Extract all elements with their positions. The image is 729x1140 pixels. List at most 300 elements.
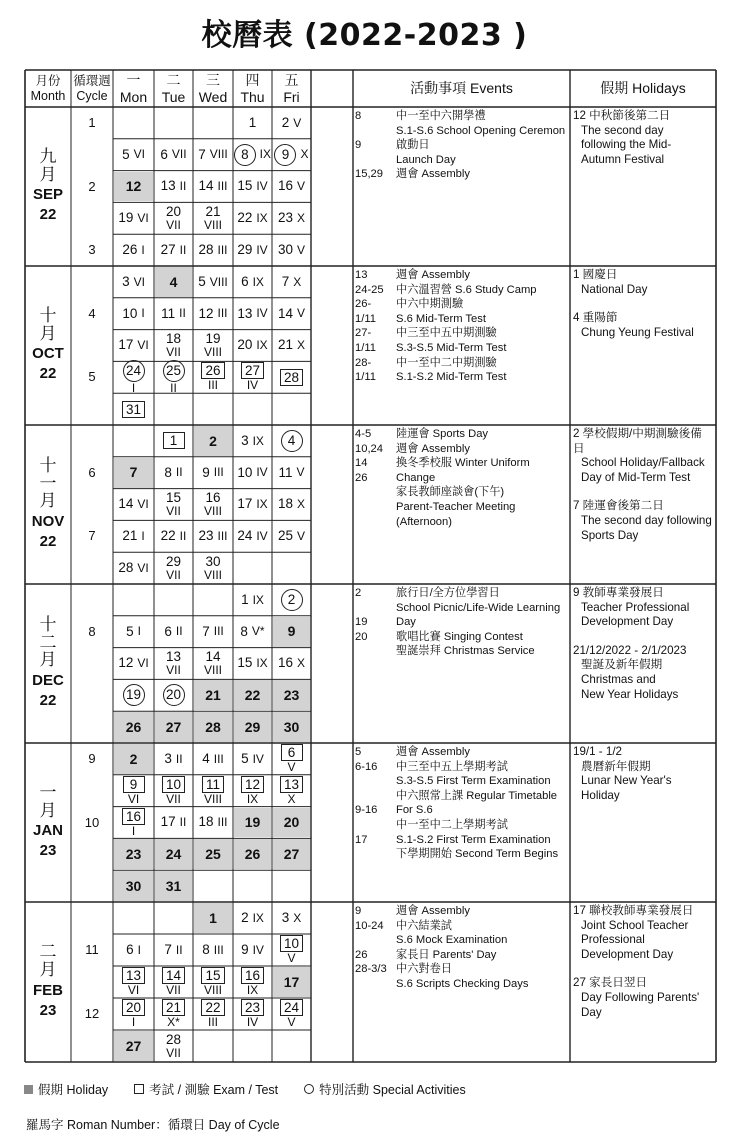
holiday-line: Sports Day	[581, 528, 639, 542]
date-number: 26	[122, 242, 138, 257]
cycle-day-roman: IV	[256, 528, 268, 543]
date-number: 17	[237, 496, 253, 512]
event-item: S.6 Mock Examination	[396, 934, 508, 947]
cycle-day-roman: IX	[252, 433, 264, 448]
cycle-day-roman: IV	[256, 465, 268, 480]
day-cell	[234, 362, 271, 392]
cycle-day-roman: VI	[127, 791, 140, 806]
cycle-number: 8	[88, 623, 96, 639]
date-number: 19	[118, 210, 134, 226]
header-day-zh: 二	[166, 72, 181, 89]
holiday-line: 12 中秋節後第二日	[573, 109, 671, 122]
event-item: 中六對卷日	[396, 963, 452, 976]
month-year: 23	[39, 1001, 57, 1019]
cycle-day-roman: II	[175, 465, 183, 480]
day-cell	[155, 362, 192, 395]
date-number: 7	[202, 623, 210, 639]
cycle-day-roman: III	[217, 179, 228, 194]
cycle-day-roman: IX	[252, 910, 264, 925]
day-cell	[234, 331, 271, 361]
day-cell	[114, 839, 153, 869]
month-zh: 十 月	[39, 305, 57, 344]
day-cell	[114, 808, 153, 838]
event-item: 歌唱比賽 Singing Contest	[396, 630, 523, 643]
exam-date: 10	[162, 776, 185, 793]
month-year: 22	[39, 692, 57, 710]
day-cell	[155, 331, 192, 361]
day-cell	[114, 490, 153, 520]
cycle-day-roman: X	[297, 497, 306, 512]
exam-date: 21	[162, 999, 185, 1016]
legend-holiday	[24, 1080, 108, 1098]
day-cell	[273, 299, 310, 329]
day-cell	[114, 235, 153, 265]
cycle-number: 4	[88, 305, 96, 321]
header-day-zh: 四	[245, 72, 260, 89]
day-cell	[194, 935, 232, 965]
holiday-line: Holiday	[581, 788, 620, 802]
header-day-tue	[154, 70, 193, 107]
date-number: 12	[125, 178, 142, 195]
date-number: 26	[125, 718, 142, 735]
cycle-day-roman: I	[131, 381, 136, 395]
event-item: S.3-S.5 First Term Examination	[396, 775, 551, 788]
date-number: 18	[165, 331, 182, 347]
date-number: 2	[281, 114, 290, 130]
day-cell	[273, 203, 310, 233]
date-number: 19	[244, 814, 261, 831]
holiday-item	[573, 976, 713, 1020]
cycle-day-roman: VI	[137, 210, 149, 225]
cycle-day-roman: I	[137, 942, 141, 957]
header-day-wed	[193, 70, 233, 107]
month-label-oct	[25, 266, 71, 425]
event-item: S.1-S.6 School Opening Ceremon	[396, 124, 566, 137]
event-item: S.3-S.5 Mid-Term Test	[396, 341, 507, 354]
exam-date: 14	[162, 967, 185, 984]
day-cell	[234, 776, 271, 806]
date-number: 24	[237, 528, 253, 544]
date-number: 11	[161, 305, 176, 321]
date-number: 28	[205, 718, 221, 735]
day-cell	[273, 490, 310, 520]
date-number: 23	[125, 845, 142, 862]
month-en: FEB	[33, 981, 63, 999]
cycle-day-roman: IX	[256, 656, 268, 671]
holiday-line: Day	[581, 1005, 602, 1019]
cycle-day-roman: II	[179, 179, 187, 194]
cycle-day-roman: III	[213, 751, 224, 766]
event-date	[355, 933, 397, 948]
day-cell	[234, 267, 271, 297]
event-dates	[355, 427, 397, 485]
header-holidays	[570, 70, 716, 107]
day-cell	[155, 744, 192, 774]
date-number: 30	[277, 242, 293, 257]
cycle-day-roman: IV	[246, 378, 259, 393]
cycle-number: 6	[88, 464, 96, 480]
event-date: 9	[355, 139, 362, 152]
date-number: 23	[277, 210, 293, 226]
holiday-line: 1 國慶日	[573, 268, 618, 281]
day-cell	[194, 458, 232, 488]
day-cell	[234, 680, 271, 710]
date-number: 23	[283, 686, 300, 703]
event-date	[355, 601, 397, 616]
day-cell	[155, 680, 192, 710]
special-activity-date: 20	[163, 684, 185, 706]
day-cell	[155, 426, 192, 456]
holiday-list	[573, 109, 713, 181]
day-cell	[114, 299, 153, 329]
event-item: 週會 Assembly	[396, 269, 470, 281]
event-item: 下學期開始 Second Term Begins	[396, 848, 559, 861]
date-number: 15	[165, 490, 182, 506]
date-number: 12	[118, 655, 134, 671]
day-cell	[194, 490, 232, 520]
cycle-day-roman: II	[179, 306, 186, 321]
exam-date: 16	[122, 808, 145, 825]
date-number: 7	[198, 146, 206, 162]
day-cell	[273, 108, 310, 138]
event-item: 聖誕崇拜 Christmas Service	[396, 645, 535, 658]
day-cell	[114, 394, 153, 424]
holiday-item	[573, 427, 713, 485]
date-number: 29	[244, 718, 261, 735]
date-number: 13	[237, 305, 253, 321]
exam-date: 22	[201, 999, 224, 1016]
date-number: 1	[248, 114, 257, 130]
cycle-number: 7	[88, 528, 96, 544]
cycle-day-roman: I	[141, 242, 145, 257]
day-cell	[194, 172, 232, 202]
date-number: 8	[240, 623, 248, 639]
day-cell	[114, 649, 153, 679]
cycle-day-roman: IV	[252, 751, 264, 766]
cycle-day-roman: VIII	[203, 983, 222, 998]
cycle-day-roman: VIII	[209, 147, 228, 162]
event-item: 中六溫習營 S.6 Study Camp	[396, 283, 537, 296]
day-cell	[234, 999, 271, 1029]
header-day-zh: 五	[284, 72, 299, 89]
cycle-day-roman: II	[170, 381, 177, 395]
cycle-day-roman: V	[287, 760, 296, 775]
cycle-day-roman: V	[297, 306, 306, 321]
day-cell	[114, 553, 153, 583]
cycle-day-roman: VII	[166, 504, 181, 519]
header-events-label: 活動事項 Events	[410, 80, 513, 97]
cycle-day-roman: IX	[246, 983, 259, 998]
cycle-day-roman: VII	[166, 663, 181, 678]
event-date: 9	[355, 905, 362, 917]
event-dates	[355, 109, 397, 182]
special-activity-date: 19	[123, 684, 145, 706]
cycle-day-roman: IX	[256, 497, 268, 512]
day-cell	[114, 1031, 153, 1061]
day-cell	[114, 967, 153, 997]
date-number: 25	[277, 528, 293, 544]
cycle-day-roman: VI	[137, 338, 149, 353]
cycle-day-roman: IX	[246, 791, 259, 806]
day-cell	[155, 553, 192, 583]
event-date: 26	[355, 948, 368, 961]
cycle-day-roman: VI	[133, 147, 145, 162]
event-item: Parent-Teacher Meeting (Afternoon)	[396, 500, 516, 528]
event-date: 10-24	[355, 919, 384, 932]
month-year: 22	[39, 533, 57, 551]
exam-date: 20	[122, 999, 145, 1016]
holiday-line: School Holiday/Fallback	[581, 456, 705, 470]
cycle-day-roman: IX	[259, 147, 271, 162]
day-cell	[194, 235, 232, 265]
exam-square-icon	[134, 1084, 144, 1094]
cycle-day-roman: IX	[256, 210, 268, 225]
header-day-zh: 三	[206, 72, 220, 89]
day-cell	[234, 299, 271, 329]
date-number: 28	[198, 242, 214, 257]
day-cell	[234, 617, 271, 647]
holiday-line: Development Day	[581, 947, 674, 961]
event-item: 中一至中二上學期考試	[396, 818, 508, 831]
day-cell	[273, 649, 310, 679]
event-date: 27-	[355, 327, 372, 340]
event-date	[355, 774, 397, 789]
day-cell	[114, 362, 153, 395]
month-year: 22	[39, 365, 57, 383]
holiday-line: 農曆新年假期	[581, 759, 651, 773]
event-item: S.1-S.2 First Term Examination	[396, 833, 551, 846]
day-cell	[155, 490, 192, 520]
header-day-zh: 一	[126, 72, 141, 89]
date-number: 3	[164, 750, 172, 766]
day-cell	[234, 203, 271, 233]
cycle-day-roman: X	[287, 791, 296, 806]
day-cell	[155, 299, 192, 329]
date-number: 30	[125, 877, 142, 894]
day-cell	[273, 999, 310, 1029]
day-cell	[194, 744, 232, 774]
cycle-number: 1	[88, 114, 96, 130]
day-cell	[114, 776, 153, 806]
exam-date: 10	[280, 935, 303, 952]
cycle-day-roman: V	[297, 242, 306, 257]
event-item: S.6 Mid-Term Test	[396, 312, 486, 325]
date-number: 9	[241, 941, 249, 957]
day-cell	[194, 521, 232, 551]
date-number: 18	[277, 496, 293, 512]
day-cell	[155, 235, 192, 265]
holiday-line: 9 教師專業發展日	[573, 586, 664, 599]
day-cell	[273, 267, 310, 297]
cycle-day-roman: III	[217, 815, 228, 830]
month-en: JAN	[32, 822, 63, 840]
holiday-line: Day Following Parents'	[581, 990, 700, 1004]
month-label-sep	[25, 107, 71, 266]
legend-exam	[134, 1080, 278, 1098]
holiday-list	[573, 586, 713, 716]
exam-date: 13	[280, 776, 303, 793]
holiday-line: 聖誕及新年假期	[581, 658, 663, 672]
holiday-line: 19/1 - 1/2	[573, 745, 622, 758]
holiday-line: Professional	[581, 933, 645, 947]
date-number: 13	[165, 649, 182, 665]
event-item: 週會 Assembly	[396, 442, 470, 455]
day-cell	[114, 331, 153, 361]
cycle-day-roman: II	[175, 624, 183, 639]
day-cell	[194, 203, 232, 233]
day-cell	[114, 935, 153, 965]
legend-exam-label: 考試 / 測驗 Exam / Test	[149, 1083, 279, 1097]
day-cell	[155, 649, 192, 679]
event-date: 28-3/3	[355, 963, 387, 976]
holiday-line: The second day	[581, 123, 664, 137]
date-number: 11	[278, 464, 293, 480]
day-cell	[194, 808, 232, 838]
event-dates	[355, 745, 397, 847]
event-list	[396, 268, 567, 385]
day-cell	[114, 712, 153, 742]
month-year: 23	[39, 842, 57, 860]
cycle-number: 10	[84, 814, 100, 830]
event-date: 10,24	[355, 442, 383, 455]
header-day-mon	[113, 70, 154, 107]
cycle-day-roman: V	[293, 115, 302, 130]
day-cell	[273, 712, 310, 742]
date-number: 1	[241, 591, 249, 607]
event-list	[396, 745, 567, 862]
cycle-day-roman: III	[217, 242, 228, 257]
month-zh: 十 一 月	[39, 455, 57, 512]
event-date: 17	[355, 833, 368, 846]
cycle-day-roman: VII	[166, 791, 181, 806]
cycle-day-roman: VI	[137, 497, 149, 512]
date-number: 29	[165, 553, 182, 569]
cycle-number: 3	[88, 242, 96, 258]
roman-number-note: 羅馬字 Roman Number：循環日 Day of Cycle	[26, 1118, 280, 1132]
day-cell	[234, 808, 271, 838]
day-cell	[155, 267, 192, 297]
month-year: 22	[39, 206, 57, 224]
date-number: 27	[125, 1037, 142, 1054]
exam-date: 23	[241, 999, 264, 1016]
cycle-number: 9	[88, 750, 96, 766]
cycle-day-roman: I	[141, 528, 145, 543]
cycle-day-roman: I	[137, 624, 141, 639]
exam-date: 1	[163, 432, 185, 449]
day-cell	[273, 776, 310, 806]
event-list	[396, 109, 567, 182]
holiday-line: 27 家長日翌日	[573, 976, 648, 990]
cycle-day-roman: IX	[252, 274, 264, 289]
cycle-day-roman: IX	[256, 338, 268, 353]
event-dates	[355, 904, 397, 977]
header-day-fri	[272, 70, 311, 107]
date-number: 14	[277, 305, 293, 321]
date-number: 14	[205, 649, 221, 665]
cycle-number: 11	[85, 942, 99, 957]
exam-date: 6	[281, 744, 303, 761]
event-item: 家長日 Parents' Day	[396, 948, 497, 961]
cycle-day-roman: X	[293, 910, 302, 925]
date-number: 21	[277, 337, 293, 353]
cycle-day-roman: V	[297, 179, 306, 194]
day-cell	[194, 362, 232, 392]
header-day-thu	[233, 70, 272, 107]
date-number: 6	[241, 273, 249, 289]
day-cell	[234, 140, 271, 170]
day-cell	[273, 903, 310, 933]
event-date: 1/11	[355, 371, 376, 384]
date-number: 5	[198, 273, 206, 289]
header-cycle-zh: 循環週	[73, 74, 111, 89]
date-number: 30	[205, 553, 221, 569]
date-number: 19	[205, 331, 221, 347]
cycle-day-roman: X	[297, 656, 306, 671]
event-date	[355, 124, 397, 139]
event-item: 中三至中五上學期考試	[396, 760, 508, 773]
date-number: 1	[209, 909, 217, 926]
header-month	[25, 70, 71, 107]
day-cell	[234, 744, 271, 774]
day-cell	[273, 362, 310, 392]
day-cell	[155, 140, 192, 170]
cycle-day-roman: VIII	[209, 274, 228, 289]
day-cell	[234, 712, 271, 742]
cycle-day-roman: III	[213, 624, 224, 639]
cycle-day-roman: VI	[137, 656, 149, 671]
date-number: 3	[241, 432, 249, 448]
date-number: 4	[169, 273, 178, 290]
month-zh: 十 二 月	[39, 614, 57, 671]
date-number: 5	[126, 623, 134, 639]
date-number: 15	[237, 655, 253, 671]
event-list	[396, 586, 567, 659]
cycle-day-roman: III	[213, 465, 224, 480]
day-cell	[155, 172, 192, 202]
event-date: 1/11	[355, 312, 376, 325]
date-number: 22	[237, 210, 253, 226]
holiday-list	[573, 268, 713, 354]
holiday-line: National Day	[581, 282, 648, 296]
holiday-list	[573, 427, 713, 557]
cycle-day-roman: X	[297, 210, 306, 225]
date-number: 16	[205, 490, 221, 506]
day-cell	[114, 999, 153, 1029]
holiday-item	[573, 499, 713, 543]
day-cell	[155, 967, 192, 997]
day-cell	[234, 426, 271, 456]
date-number: 10	[122, 305, 138, 321]
cycle-day-roman: X*	[167, 1015, 180, 1030]
date-number: 23	[198, 528, 214, 544]
cycle-day-roman: VII	[166, 983, 181, 998]
month-zh: 二 月	[39, 942, 57, 980]
date-number: 17	[283, 973, 300, 990]
day-cell	[194, 839, 232, 869]
day-cell	[234, 967, 271, 997]
date-number: 24	[165, 845, 182, 862]
day-cell	[234, 458, 271, 488]
holiday-line: 17 聯校教師專業發展日	[573, 904, 694, 917]
event-dates	[355, 586, 397, 644]
date-number: 5	[241, 750, 249, 766]
day-cell	[194, 649, 232, 679]
holiday-line: Lunar New Year's	[581, 774, 672, 788]
cycle-day-roman: III	[207, 378, 218, 393]
event-list	[396, 904, 567, 992]
date-number: 27	[165, 718, 182, 735]
event-item: 陸運會 Sports Day	[396, 428, 489, 440]
